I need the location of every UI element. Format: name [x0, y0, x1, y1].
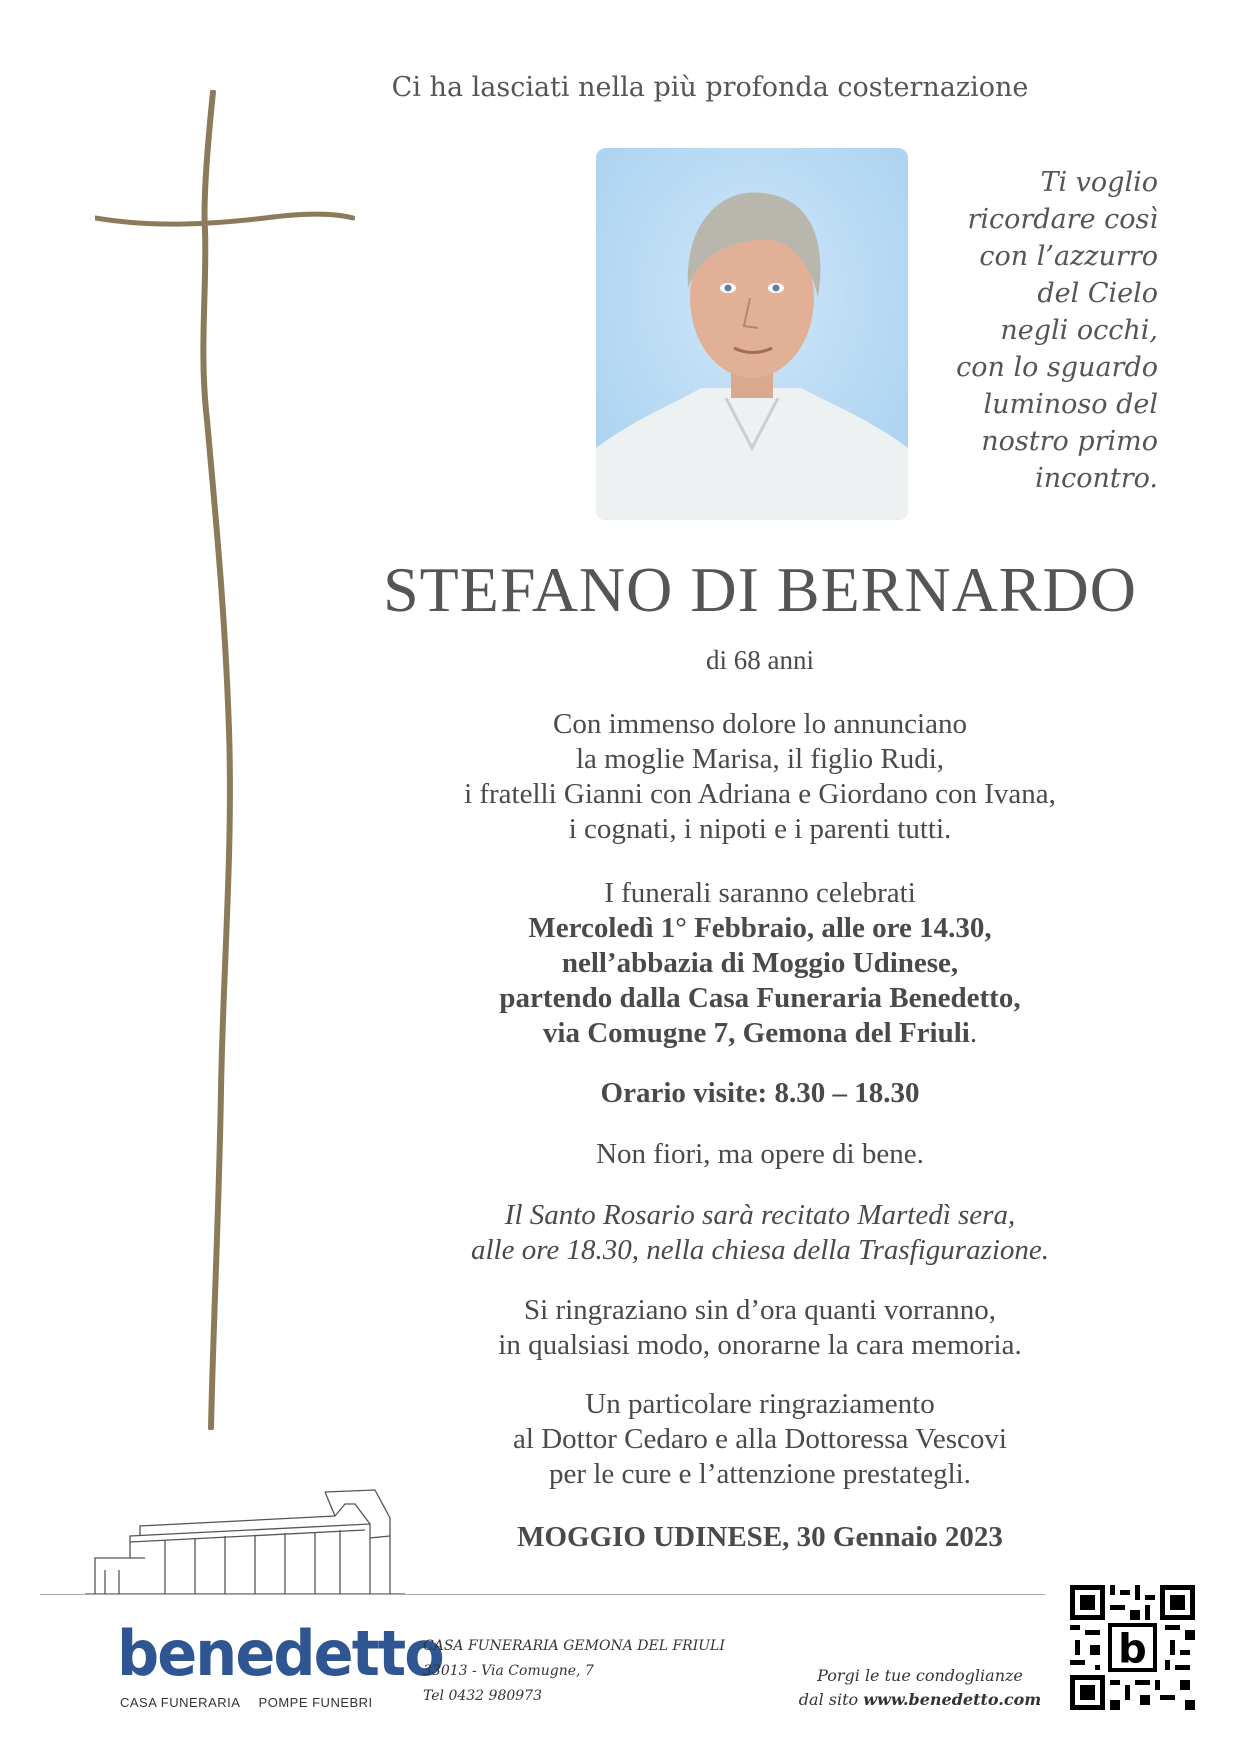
poem-line: negli occhi,: [1000, 315, 1158, 346]
building-icon: [85, 1478, 405, 1596]
footer-divider: [40, 1594, 1045, 1595]
address-line: 33013 - Via Comugne, 7: [423, 1663, 594, 1679]
thanks-note: [300, 1293, 1220, 1363]
announcement-line: i fratelli Gianni con Adriana e Giordano con Ivana,: [464, 778, 1056, 810]
qr-center-letter: b: [1118, 1626, 1147, 1673]
poem-line: ricordare così: [967, 204, 1158, 235]
flowers-note: Non fiori, ma opere di bene.: [596, 1138, 924, 1170]
rosary-note: [300, 1198, 1220, 1268]
thanks-line: Si ringraziano sin d’ora quanti vorranno,: [524, 1294, 996, 1326]
funeral-details: [300, 876, 1220, 1051]
announcement-line: Con immenso dolore lo annunciano: [553, 708, 967, 740]
logo-sub-item: POMPE FUNEBRI: [258, 1695, 373, 1710]
announcement-line: i cognati, i nipoti e i parenti tutti.: [568, 813, 952, 845]
poem-line: luminoso del: [983, 389, 1158, 420]
address-line: CASA FUNERARIA GEMONA DEL FRIULI: [423, 1638, 725, 1654]
condolence-line: Porgi le tue condoglianze: [817, 1666, 1023, 1685]
logo-subtitle: [120, 1695, 387, 1710]
qr-code[interactable]: [1070, 1585, 1195, 1710]
thanks-line: in qualsiasi modo, onorarne la cara memoria.: [498, 1329, 1022, 1361]
funeral-line: via Comugne 7, Gemona del Friuli: [542, 1017, 970, 1049]
poem: [918, 164, 1158, 497]
special-thanks-line: per le cure e l’attenzione prestategli.: [549, 1458, 971, 1490]
portrait-photo: [596, 148, 908, 520]
funeral-line: nell’abbazia di Moggio Udinese,: [561, 947, 959, 979]
announcement-line: la moglie Marisa, il figlio Rudi,: [575, 743, 945, 775]
funeral-intro: I funerali saranno celebrati: [604, 877, 916, 909]
funeral-end-punct: .: [969, 1017, 978, 1049]
funeral-line: partendo dalla Casa Funeraria Benedetto,: [499, 982, 1021, 1014]
funeral-address: [300, 1016, 1220, 1051]
condolence-prefix: dal sito: [798, 1690, 864, 1709]
special-thanks: [300, 1387, 1220, 1492]
poem-line: del Cielo: [1037, 278, 1158, 309]
place-date: MOGGIO UDINESE, 30 Gennaio 2023: [517, 1521, 1003, 1553]
deceased-name: STEFANO DI BERNARDO: [383, 554, 1137, 625]
rosary-line: alle ore 18.30, nella chiesa della Trasfigurazione.: [470, 1234, 1050, 1266]
poem-line: incontro.: [1035, 463, 1158, 494]
funeral-line: Mercoledì 1° Febbraio, alle ore 14.30,: [528, 912, 992, 944]
visit-hours: Orario visite: 8.30 – 18.30: [600, 1077, 920, 1109]
announcement: [300, 707, 1220, 847]
website-link[interactable]: www.benedetto.com: [863, 1690, 1042, 1709]
poem-line: nostro primo: [981, 426, 1158, 457]
condolence-note: [790, 1664, 1050, 1712]
intro-text: Ci ha lasciati nella più profonda costernazione: [391, 72, 1029, 103]
special-thanks-line: al Dottor Cedaro e alla Dottoressa Vescovi: [513, 1423, 1007, 1455]
funeral-home-address: [423, 1634, 725, 1709]
rosary-line: Il Santo Rosario sarà recitato Martedì sera,: [504, 1199, 1016, 1231]
benedetto-logo: benedetto: [117, 1617, 443, 1690]
special-thanks-line: Un particolare ringraziamento: [585, 1388, 935, 1420]
address-line: Tel 0432 980973: [423, 1688, 542, 1704]
condolence-site-line: [790, 1688, 1050, 1712]
deceased-age: di 68 anni: [706, 645, 814, 675]
logo-sub-item: CASA FUNERARIA: [120, 1695, 241, 1710]
poem-line: con l’azzurro: [979, 241, 1158, 272]
poem-line: Ti voglio: [1040, 167, 1158, 198]
poem-line: con lo sguardo: [956, 352, 1158, 383]
